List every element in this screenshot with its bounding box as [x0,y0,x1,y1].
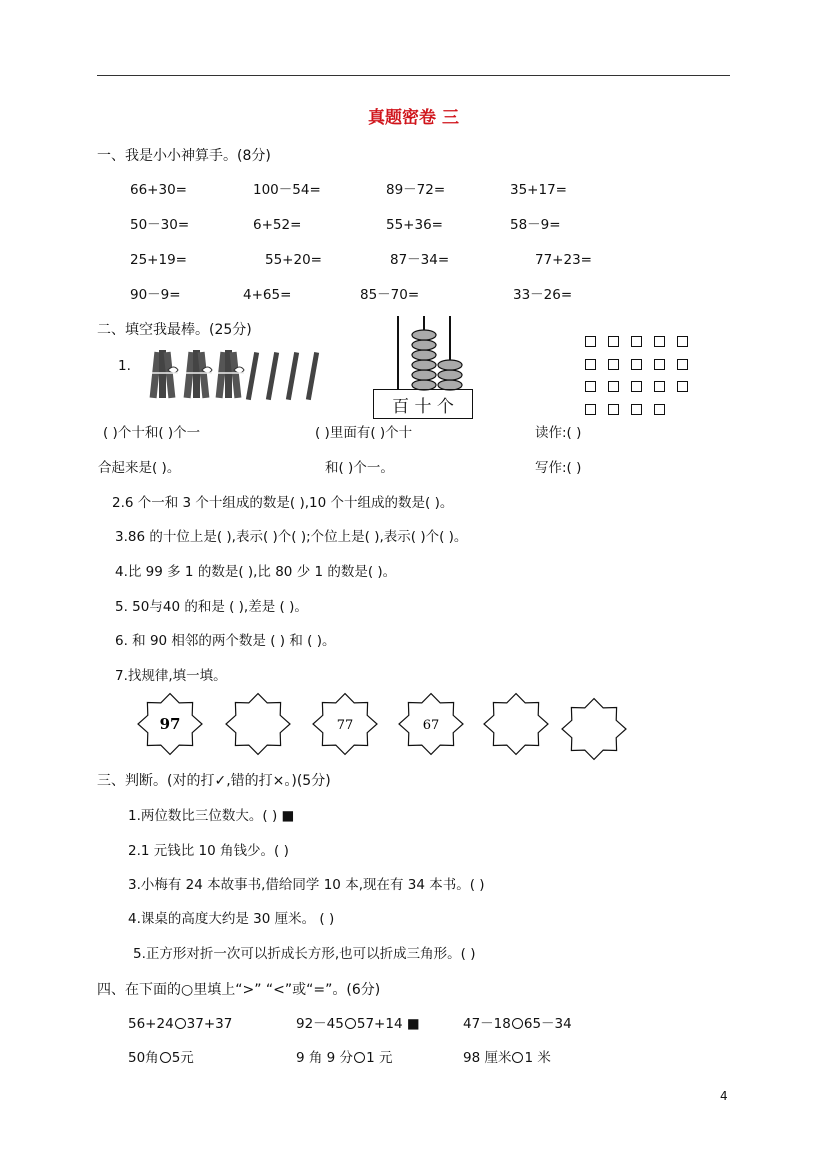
compare-item [296,1052,392,1066]
compare-item [296,1018,420,1032]
square [608,336,619,347]
compare-left: 47－18 [463,1016,511,1032]
calc-item: 89－72= [386,182,446,198]
compare-left: 92－45 [296,1016,344,1032]
square [608,381,619,392]
section1-heading: 一、我是小小神算手。(8分) [97,148,271,164]
calc-item: 55+20= [265,252,322,268]
page-number: 4 [720,1089,728,1103]
page-title: 真题密卷 三 [368,108,459,128]
judge-item: 1.两位数比三位数大。( ) ■ [128,808,295,824]
single-stick [306,352,319,400]
compare-left: 9 角 9 分 [296,1050,354,1066]
abacus-bead [412,350,436,360]
square [585,359,596,370]
calc-item: 25+19= [130,252,187,268]
answer-circle[interactable] [512,1052,523,1063]
section2-heading: 二、填空我最棒。(25分) [97,322,252,338]
abacus-bead [412,370,436,380]
answer-circle[interactable] [345,1018,356,1029]
square [654,359,665,370]
q1-line2-a: 合起来是( )。 [98,460,181,476]
q1-line1-b: ( )里面有( )个十 [315,425,413,441]
calc-item: 50－30= [130,217,190,233]
question-7: 7.找规律,填一填。 [115,668,227,684]
pattern-star [226,694,290,755]
q1-line2-c: 写作:( ) [535,460,582,476]
single-stick [246,352,259,400]
calc-item: 4+65= [243,287,292,303]
tens-beads [412,330,436,390]
squares-grid [585,336,705,426]
compare-item [463,1052,551,1066]
q1-line2-b: 和( )个一。 [325,460,394,476]
ones-beads [438,360,462,390]
square [654,404,665,415]
square [608,359,619,370]
square [631,404,642,415]
squares-row [585,336,705,348]
section4-heading: 四、在下面的○里填上“>” “<”或“=”。(6分) [97,982,381,998]
squares-row [585,381,705,393]
question-2: 2.6 个一和 3 个十组成的数是( ),10 个十组成的数是( )。 [112,495,454,511]
judge-item: 4.课桌的高度大约是 30 厘米。 ( ) [128,911,335,927]
square [631,381,642,392]
question-6: 6. 和 90 相邻的两个数是 ( ) 和 ( )。 [115,633,336,649]
place-value-label: 百 十 个 [373,389,473,419]
compare-right: 1 元 [366,1050,393,1066]
abacus-bead [412,340,436,350]
compare-right: 5元 [171,1050,194,1066]
compare-item [128,1052,194,1066]
square [585,336,596,347]
judge-item: 3.小梅有 24 本故事书,借给同学 10 本,现在有 34 本书。( ) [128,877,485,893]
calc-item: 100－54= [253,182,321,198]
compare-left: 56+24 [128,1016,174,1032]
answer-circle[interactable] [175,1018,186,1029]
question-4: 4.比 99 多 1 的数是( ),比 80 少 1 的数是( )。 [115,564,397,580]
answer-circle[interactable] [512,1018,523,1029]
pattern-star [484,694,548,755]
judge-item: 5.正方形对折一次可以折成长方形,也可以折成三角形。( ) [133,946,476,962]
sticks-illustration [148,346,328,402]
compare-item [463,1018,572,1032]
question-3: 3.86 的十位上是( ),表示( )个( );个位上是( ),表示( )个( )。 [115,529,468,545]
stick-bundle [216,350,244,398]
square [677,359,688,370]
stick-bundle [150,350,178,398]
header-rule [97,75,730,76]
single-stick [266,352,279,400]
star-number: 77 [336,718,354,733]
square [585,381,596,392]
calc-item: 87－34= [390,252,450,268]
compare-right: 1 米 [524,1050,551,1066]
abacus-bead [438,370,462,380]
star-number: 97 [159,715,181,733]
compare-left: 98 厘米 [463,1050,512,1066]
square [677,336,688,347]
single-stick [286,352,299,400]
square [631,359,642,370]
pattern-star [562,699,626,760]
question-5: 5. 50与40 的和是 ( ),差是 ( )。 [115,599,308,615]
pattern-stars [132,693,632,757]
abacus-bead [438,360,462,370]
calc-item: 90－9= [130,287,181,303]
judge-item: 2.1 元钱比 10 角钱少。( ) [128,843,289,859]
star-number: 67 [422,718,440,733]
q1-line1-c: 读作:( ) [535,425,582,441]
abacus [390,314,480,390]
abacus-bead [412,360,436,370]
squares-row [585,404,705,416]
calc-item: 6+52= [253,217,302,233]
answer-circle[interactable] [354,1052,365,1063]
calc-item: 85－70= [360,287,420,303]
abacus-bead [412,330,436,340]
compare-left: 50角 [128,1050,159,1066]
calc-item: 66+30= [130,182,187,198]
answer-circle[interactable] [160,1052,171,1063]
section3-heading: 三、判断。(对的打✓,错的打×。)(5分) [97,773,331,789]
square [654,381,665,392]
square [585,404,596,415]
calc-item: 58－9= [510,217,561,233]
calc-item: 77+23= [535,252,592,268]
compare-right: 37+37 [186,1016,233,1032]
q1-line1-a: ( )个十和( )个一 [103,425,201,441]
calc-item: 33－26= [513,287,573,303]
compare-item [128,1018,232,1032]
compare-right: 57+14 ■ [356,1016,420,1032]
compare-right: 65－34 [523,1016,572,1032]
question-number: 1. [118,358,131,374]
square [608,404,619,415]
stick-bundle [184,350,212,398]
square [631,336,642,347]
square [677,381,688,392]
square [654,336,665,347]
calc-item: 55+36= [386,217,443,233]
calc-item: 35+17= [510,182,567,198]
squares-row [585,359,705,371]
